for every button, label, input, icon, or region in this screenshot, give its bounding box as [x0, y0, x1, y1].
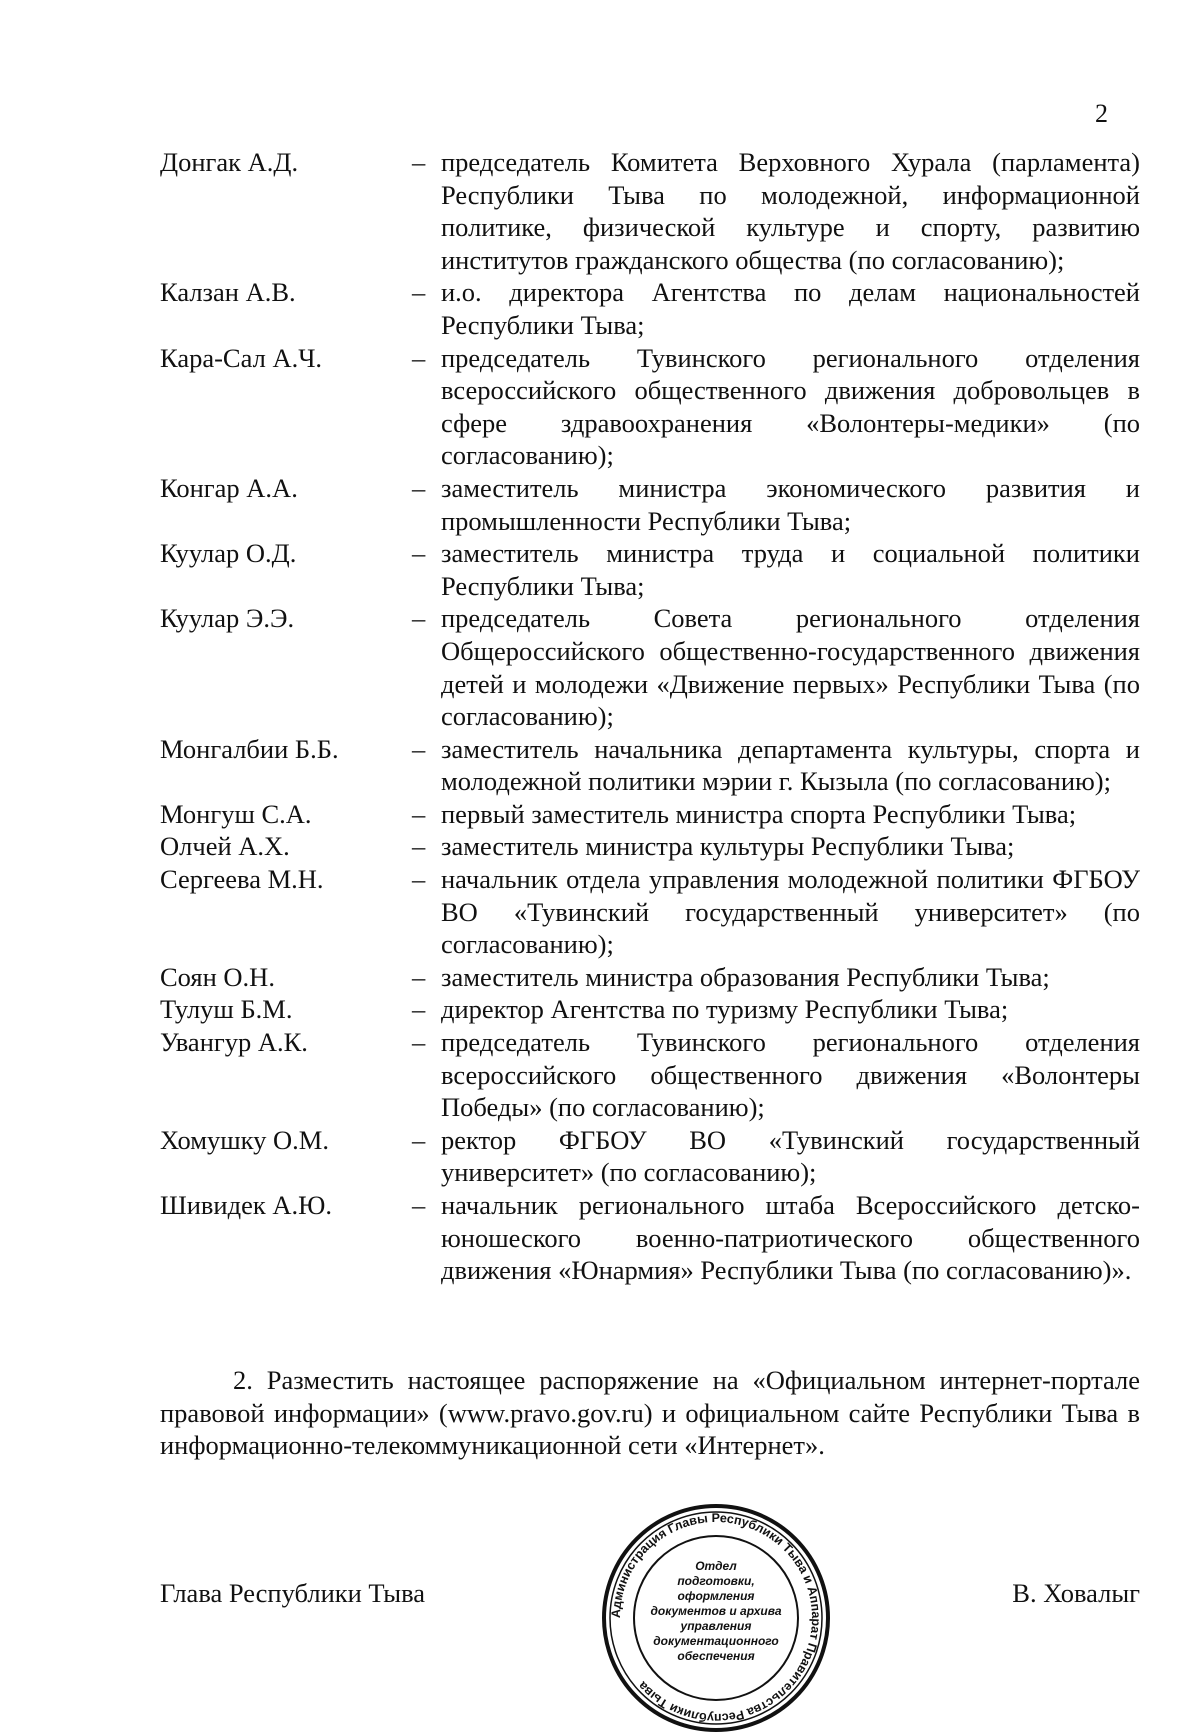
member-description: и.о. директора Агентства по делам национальностей Республики Тыва;: [441, 277, 1140, 340]
dash: –: [412, 1124, 426, 1155]
dash: –: [412, 864, 426, 895]
dash: –: [412, 277, 426, 308]
dash: –: [412, 994, 426, 1025]
list-item: [160, 863, 1140, 961]
member-name: Хомушку О.М.: [160, 1124, 329, 1155]
member-name: Олчей А.Х.: [160, 831, 290, 862]
list-item: [160, 1189, 1140, 1287]
list-item: [160, 146, 1140, 276]
member-description: председатель Тувинского регионального отделения всероссийского общественного движения добровольцев в сфере здравоохранения «Волонтеры-медики» (по согласованию);: [441, 342, 1140, 471]
stamp-center-line: обеспечения: [677, 1649, 755, 1663]
list-item: [160, 537, 1140, 602]
signature-title: Глава Республики Тыва: [160, 1578, 426, 1608]
member-description: заместитель министра образования Республики Тыва;: [441, 961, 1050, 992]
member-name: Донгак А.Д.: [160, 147, 299, 177]
member-description: председатель Комитета Верховного Хурала (парламента) Республики Тыва по молодежной, информационной политике, физической культуре и спорту, развитию институтов гражданского общества (по согласованию);: [441, 147, 1140, 275]
list-item: [160, 472, 1140, 537]
list-item: [160, 961, 1140, 994]
stamp-center-line: управления: [680, 1619, 752, 1633]
member-description: начальник отдела управления молодежной политики ФГБОУ ВО «Тувинский государственный университет» (по согласованию);: [441, 864, 1140, 960]
dash: –: [412, 1190, 426, 1220]
stamp-ring-text: Администрация Главы Республики Тыва и Аппарат Правительства Республики Тыва: [608, 1510, 824, 1726]
stamp-center-line: подготовки,: [677, 1574, 755, 1588]
official-stamp: [598, 1500, 834, 1736]
member-description: заместитель министра труда и социальной политики Республики Тыва;: [441, 538, 1140, 601]
member-description: председатель Совета регионального отделения Общероссийского общественно-государственного движения детей и молодежи «Движение первых» Республики Тыва (по согласованию);: [441, 603, 1140, 732]
signature-name: В. Ховалыг: [1012, 1578, 1140, 1608]
member-description: председатель Тувинского регионального отделения всероссийского общественного движения «Волонтеры Победы» (по согласованию);: [441, 1027, 1140, 1123]
list-item: [160, 993, 1140, 1026]
dash: –: [412, 342, 426, 373]
stamp-center-line: документов и архива: [650, 1604, 782, 1618]
list-item: [160, 1124, 1140, 1189]
member-description: первый заместитель министра спорта Республики Тыва;: [441, 798, 1077, 829]
dash: –: [412, 733, 426, 764]
member-name: Калзан А.В.: [160, 277, 296, 308]
dash: –: [412, 961, 426, 992]
list-item: [160, 1026, 1140, 1124]
member-name: Монгуш С.А.: [160, 798, 312, 829]
member-description: начальник регионального штаба Всероссийского детско-юношеского военно-патриотического общественного движения «Юнармия» Республики Тыва (по согласованию)».: [441, 1190, 1140, 1286]
member-name: Увангур А.К.: [160, 1027, 308, 1058]
members-list: [160, 146, 1140, 1287]
list-item: [160, 342, 1140, 472]
member-name: Кара-Сал А.Ч.: [160, 342, 323, 373]
member-name: Соян О.Н.: [160, 961, 275, 992]
member-name: Тулуш Б.М.: [160, 994, 293, 1025]
list-item: [160, 798, 1140, 831]
list-item: [160, 733, 1140, 798]
publication-paragraph: 2. Разместить настоящее распоряжение на «Официальном интернет-портале правовой информации» (www.pravo.gov.ru) и официальном сайте Республики Тыва в информационно-телекоммуникационной сети «Интернет».: [160, 1365, 1140, 1461]
member-description: заместитель начальника департамента культуры, спорта и молодежной политики мэрии г. Кызыла (по согласованию);: [441, 733, 1140, 797]
list-item: [160, 276, 1140, 341]
stamp-center-line: документационного: [653, 1634, 779, 1648]
member-name: Сергеева М.Н.: [160, 864, 324, 895]
member-name: Конгар А.А.: [160, 472, 298, 503]
member-description: ректор ФГБОУ ВО «Тувинский государственный университет» (по согласованию);: [441, 1124, 1140, 1188]
dash: –: [412, 1027, 426, 1058]
stamp-outer-ring: [604, 1506, 828, 1730]
member-description: директор Агентства по туризму Республики Тыва;: [441, 994, 1009, 1025]
page-number: 2: [1095, 99, 1108, 128]
dash: –: [412, 538, 426, 569]
dash: –: [412, 472, 426, 503]
dash: –: [412, 798, 426, 829]
dash: –: [412, 831, 426, 862]
member-name: Шивидек А.Ю.: [160, 1190, 332, 1220]
member-description: заместитель министра экономического развития и промышленности Республики Тыва;: [441, 472, 1140, 536]
member-name: Куулар Э.Э.: [160, 603, 295, 634]
dash: –: [412, 147, 426, 177]
list-item: [160, 602, 1140, 732]
list-item: [160, 830, 1140, 863]
stamp-center-line: оформления: [677, 1589, 755, 1603]
dash: –: [412, 603, 426, 634]
stamp-center-line: Отдел: [695, 1559, 737, 1573]
member-name: Куулар О.Д.: [160, 538, 297, 569]
member-name: Монгалбии Б.Б.: [160, 733, 339, 764]
member-description: заместитель министра культуры Республики Тыва;: [441, 831, 1015, 862]
